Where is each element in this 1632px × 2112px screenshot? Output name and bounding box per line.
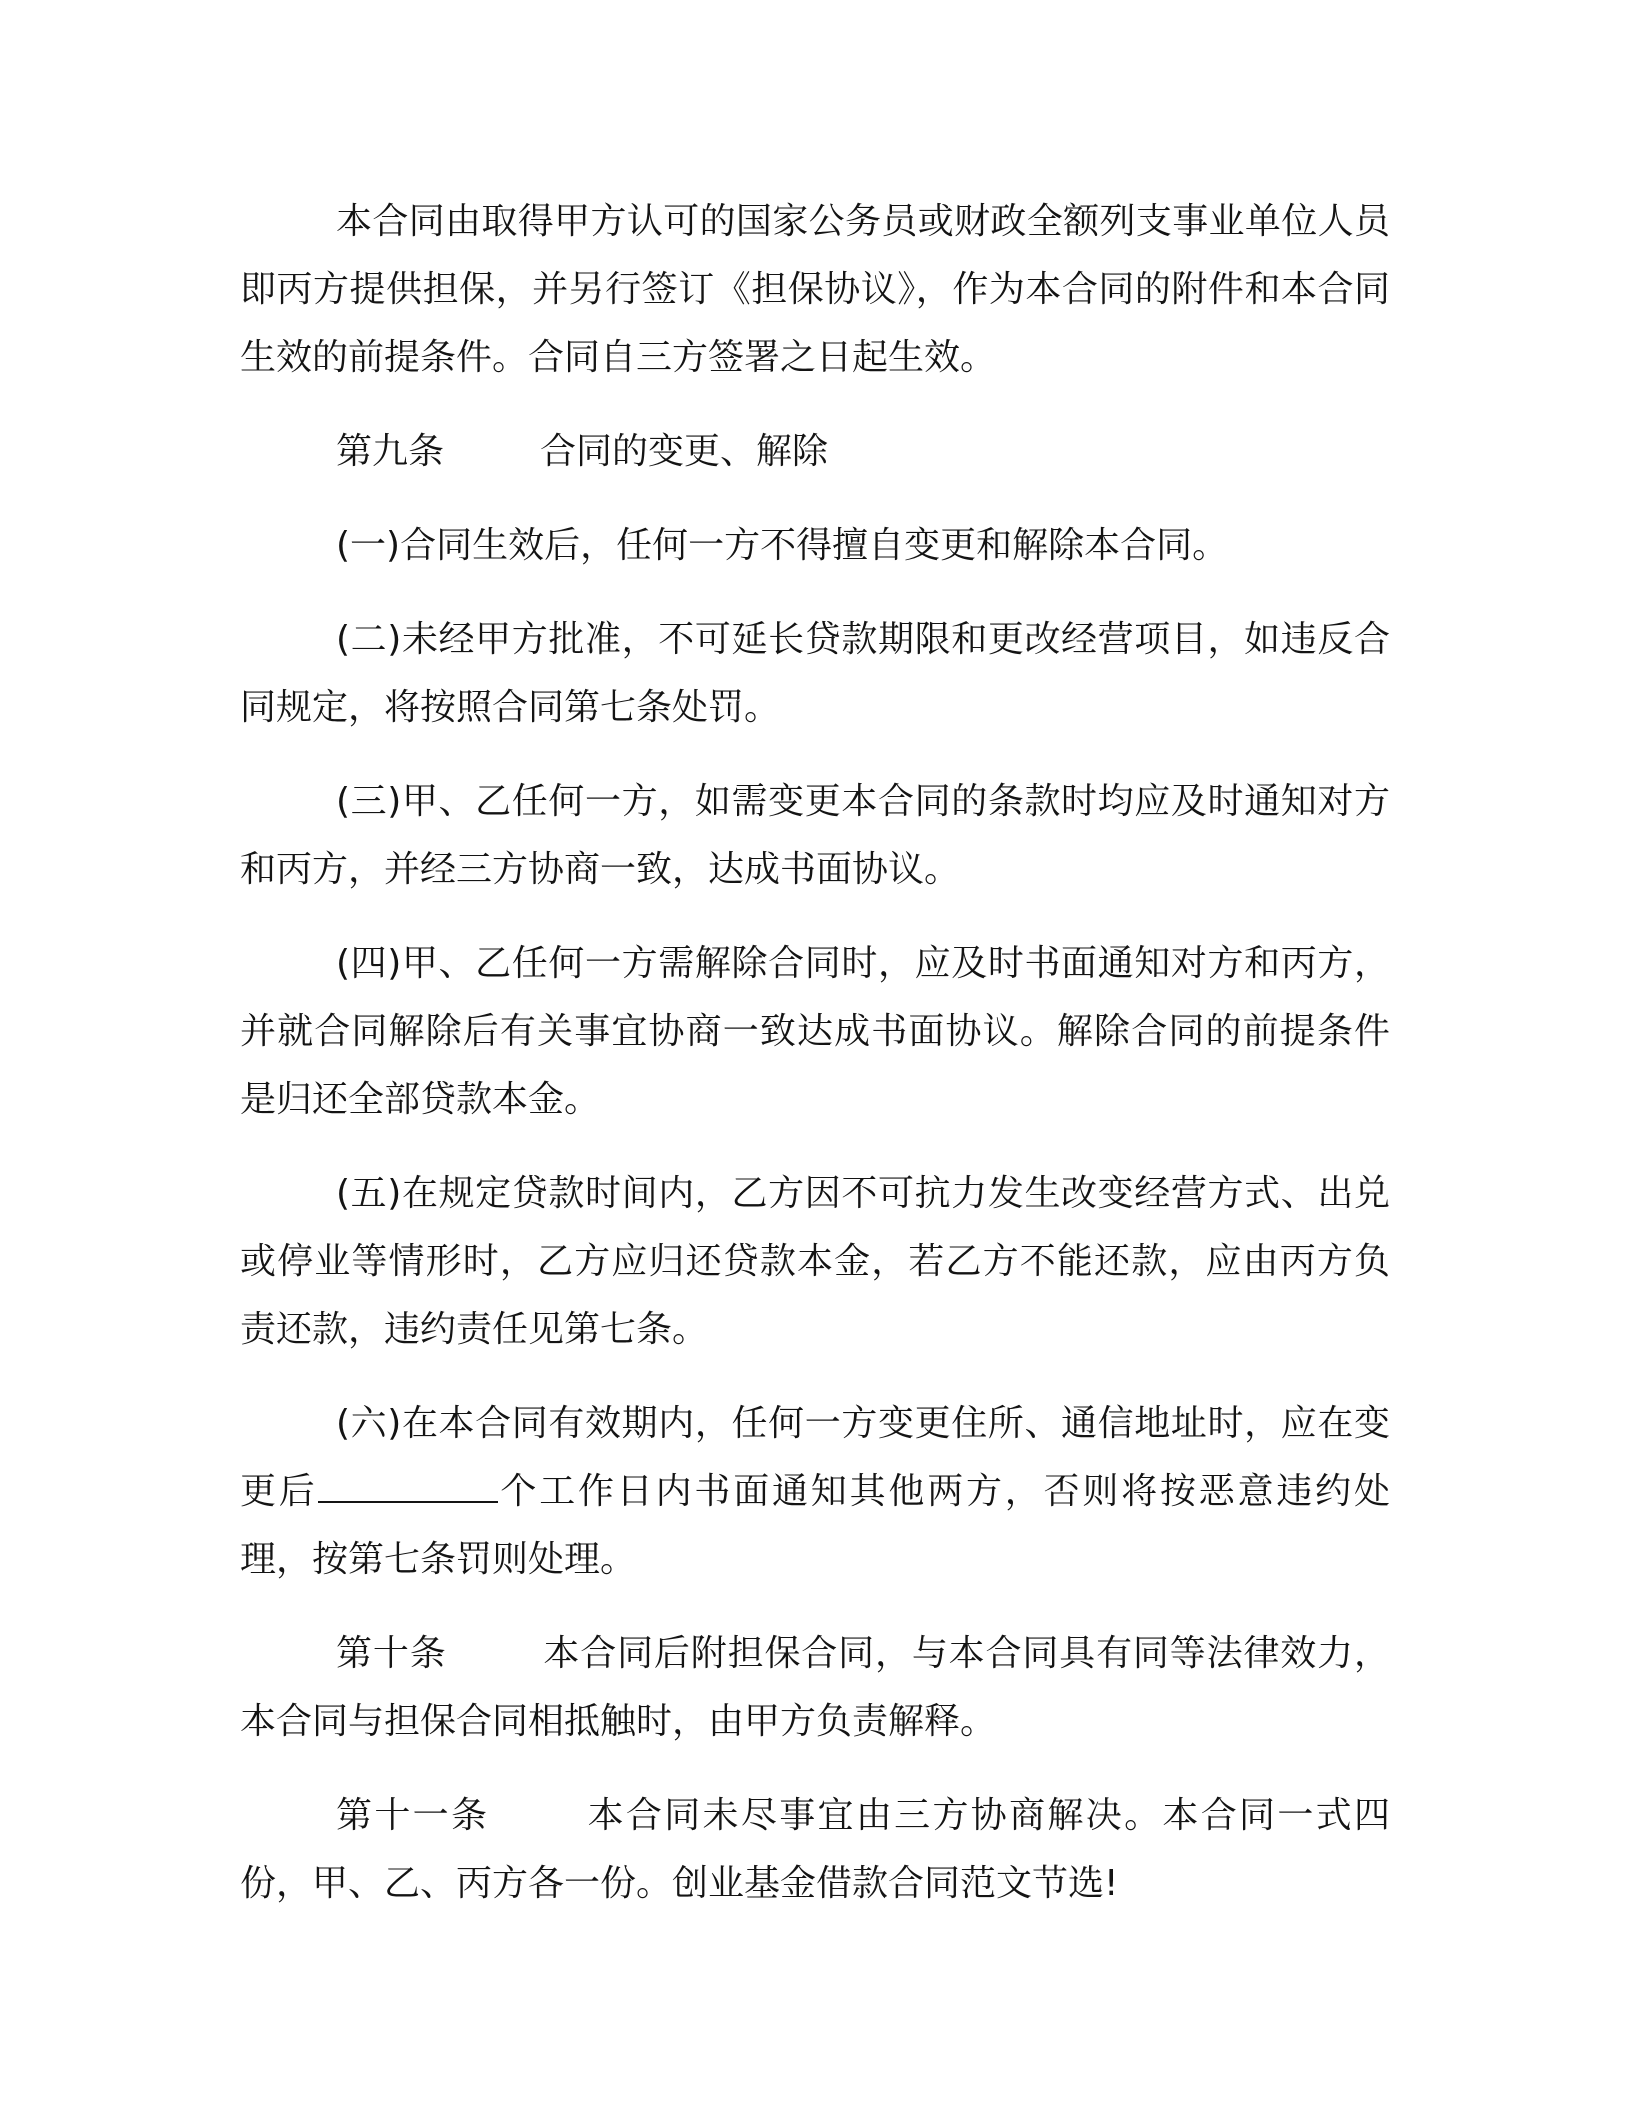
article-9-label: 第九条 xyxy=(336,431,445,472)
article-10-text: 本合同后附担保合同，与本合同具有同等法律效力，本合同与担保合同相抵触时，由甲方负责解释。 xyxy=(240,1633,1390,1742)
article-11-label: 第十一条 xyxy=(336,1795,490,1836)
article-10 xyxy=(240,1620,1390,1756)
article-11-text: 本合同未尽事宜由三方协商解决。本合同一式四份，甲、乙、丙方各一份。创业基金借款合同范文节选! xyxy=(240,1795,1390,1904)
article-9-item-2: (二)未经甲方批准，不可延长贷款期限和更改经营项目，如违反合同规定，将按照合同第七条处罚。 xyxy=(240,619,1390,728)
article-10-label: 第十条 xyxy=(336,1633,447,1674)
article-9-heading xyxy=(240,418,1390,486)
article-9-item-6 xyxy=(240,1390,1390,1594)
article-9-item-5: (五)在规定贷款时间内，乙方因不可抗力发生改变经营方式、出兑或停业等情形时，乙方应归还贷款本金，若乙方不能还款，应由丙方负责还款，违约责任见第七条。 xyxy=(240,1173,1390,1350)
article-9-title: 合同的变更、解除 xyxy=(540,431,829,472)
article-9-item-1: (一)合同生效后，任何一方不得擅自变更和解除本合同。 xyxy=(336,525,1229,566)
document-body xyxy=(240,188,1390,1944)
fill-in-blank xyxy=(318,1471,498,1503)
paragraph-guarantee-clause: 本合同由取得甲方认可的国家公务员或财政全额列支事业单位人员即丙方提供担保，并另行签订《担保协议》，作为本合同的附件和本合同生效的前提条件。合同自三方签署之日起生效。 xyxy=(240,201,1390,378)
item-6-text-after: 个工作日内书面通知其他两方，否则将按恶意违约处理，按第七条罚则处理。 xyxy=(240,1471,1390,1580)
item-6-text-before: (六)在本合同有效期内，任何一方变更住所、通信地址时，应在变更后 xyxy=(240,1403,1390,1512)
article-11 xyxy=(240,1782,1390,1918)
article-9-item-4: (四)甲、乙任何一方需解除合同时，应及时书面通知对方和丙方，并就合同解除后有关事宜协商一致达成书面协议。解除合同的前提条件是归还全部贷款本金。 xyxy=(240,943,1390,1120)
article-9-item-3: (三)甲、乙任何一方，如需变更本合同的条款时均应及时通知对方和丙方，并经三方协商一致，达成书面协议。 xyxy=(240,781,1390,890)
